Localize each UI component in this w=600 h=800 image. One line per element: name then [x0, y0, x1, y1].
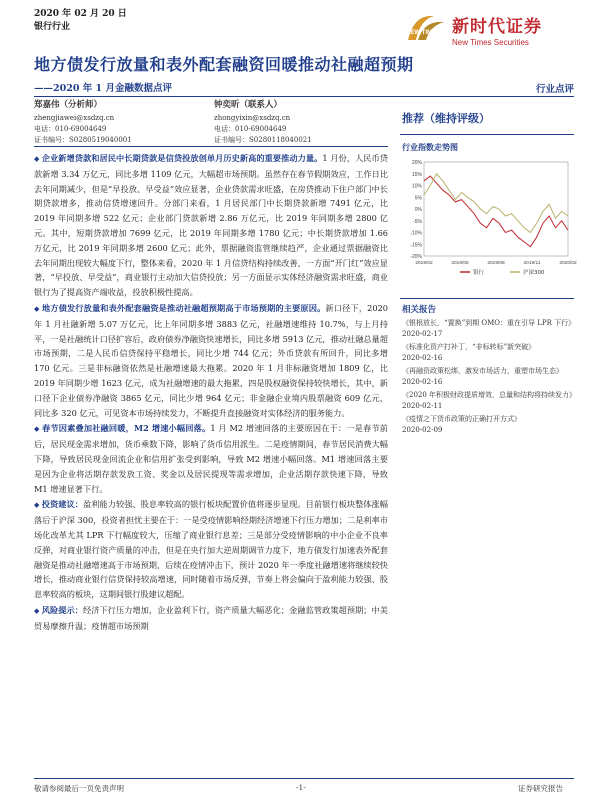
author-license: 证书编号：S0280118040021 — [214, 136, 312, 144]
paragraph-text: 1 月 M2 增速回落的主要原因在于：一是春节前后，居民现金需求增加，货币乘数下降，影响了货币信用派生。二是疫情期间，春节居民消费大幅下降，导致居民现金回流企业和信用扩张受到影响，导致 M2 增速小幅回落。M1 增速回落主要是因为企业将活期存款发放工资、奖金以及居民提现等需求增加，企业活期存款快速下降，导致 M1 增速显著下行。 — [34, 423, 388, 494]
related-item[interactable] — [402, 414, 574, 436]
report-date: 2020 年 02 月 20 日 — [34, 9, 127, 19]
company-logo-icon — [404, 10, 448, 46]
related-item-date: 2020-02-16 — [402, 354, 443, 362]
footer-report-label: 证券研究报告 — [518, 784, 563, 793]
paragraph-heading: 风险提示： — [41, 604, 83, 615]
paragraph-heading: 地方债发行放量和表外配套融资是推动社融超预期高于市场预期的主要原因。 — [41, 302, 326, 313]
paragraph-m2 — [34, 421, 388, 496]
body-divider — [34, 146, 388, 147]
paragraph-heading: 投资建议： — [41, 499, 83, 510]
paragraph-heading: 企业新增贷款和居民中长期贷款是信贷投放创单月历史新高的重要推动力量。 — [41, 153, 323, 163]
paragraph-text: 经济下行压力增加，企业盈利下行，资产质量大幅恶化；金融监管政策超预期；中美贸易摩擦升温；疫情超市场预期 — [34, 604, 388, 631]
related-item-title[interactable]: 《疫情之下货币政策的正确打开方式》 — [402, 415, 521, 423]
bullet-icon: ◆ — [34, 304, 42, 313]
paragraph-risk — [34, 603, 388, 634]
y-tick-label: 15% — [411, 171, 422, 178]
related-item[interactable] — [402, 342, 574, 364]
related-item-date: 2020-02-09 — [402, 426, 443, 434]
related-divider — [400, 298, 574, 299]
author-phone: 电话：010-69004649 — [214, 125, 287, 133]
header-meta — [34, 8, 127, 34]
author-name: 郑嘉伟（分析师） — [34, 100, 103, 110]
x-tick-label: 2019/05 — [451, 261, 469, 266]
paragraph-text: 盈利能力较强、股息率较高的银行板块配置价值将逐步显现。目前银行板块整体涨幅落后于沪深 300，投资者担忧主要在于：一是受疫情影响经期经济增速下行压力增加；二是利率市场化改革尤其 LPR 下行幅度较大，压缩了商业银行息差；三是部分受疫情影响的中小企业不良率反弹，对商业银行资产质量的冲击，但是在央行加大逆周期调节力度下，地方债发行加速表外配套融资是推动社融增速高于市场预期，后续在疫情冲击下，预计 2020 年一季度社融增速将继续较快增长，推动商业银行信贷保持较高增速，同时随着市场反弹，节奏上将会偏向于盈利能力较强、股息率较高的板块，这期间银行股建议超配。 — [34, 499, 388, 600]
y-tick-label: 0% — [414, 207, 422, 213]
legend-label: 银行 — [473, 270, 485, 276]
logo-name-cn: 新时代证券 — [452, 17, 542, 37]
report-subtitle: ——2020 年 1 月金融数据点评 — [34, 83, 172, 94]
related-reports — [402, 318, 577, 438]
related-item-date: 2020-02-16 — [402, 378, 443, 386]
report-type: 行业点评 — [535, 84, 574, 95]
y-tick-label: -20% — [410, 254, 422, 260]
author-email[interactable]: zhongyixin@xsdzq.cn — [214, 114, 291, 122]
bullet-icon: ◆ — [34, 606, 42, 615]
y-tick-label: -5% — [413, 218, 422, 225]
paragraph-text: 新口径下，2020 年 1 月社融新增 5.07 万亿元，比上年同期多增 3883 亿元，社融增速维持 10.7%，与上月持平，一是社融统计口径扩容后，政府债券净融资快速增长，同比多增 5913 亿元，推动社融总量超市场预期，二是人民币信贷保持平稳增长，同比少增 744 亿元；外币贷款有所回升，同比多增 170 亿元。三是非标融资依然是社融增速最大拖累。2020 年 1 月非标融资增加 1809 亿，比 2019 年同期少增 1623 亿元，成为社融增速的最大拖累，四是股权融资保持较快增长，其中，新口径下企业债券净融资 3865 亿元，同比少增 964 亿元；非金融企业境内股票融资 609 亿元，同比多 320 亿元，可见资本市场持续发力，不断提升直接融资对实体经济的服务能力。 — [34, 302, 389, 418]
y-tick-label: -10% — [410, 230, 422, 237]
company-logo — [452, 12, 542, 47]
logo-mark-text: NEW TIMES — [406, 30, 440, 36]
author-license: 证书编号：S0280519040001 — [34, 136, 132, 144]
paragraph-investment — [34, 497, 388, 602]
report-title: 地方债发行放量和表外配套融资回暖推动社融超预期 — [34, 55, 414, 74]
related-item-title[interactable]: 《标准化资产打补丁，“非标转标”新突破》 — [402, 343, 536, 351]
page-number: -1- — [296, 783, 306, 792]
related-title: 相关报告 — [402, 305, 437, 315]
rating-divider — [400, 134, 574, 135]
y-tick-label: 20% — [411, 160, 422, 166]
related-item-date: 2020-02-11 — [402, 402, 443, 410]
related-item-date: 2020-02-17 — [402, 330, 443, 338]
paragraph-text: 1 月份，人民币贷款新增 3.34 万亿元，同比多增 1109 亿元，大幅超市场预期。虽然存在春节假期效应，工作日比去年同期减少，但是“早投放、早受益”效应显著，企业贷款需求旺盛，在房贷推动下住户部门中长期贷款增多，推动信贷增速回升。分部门来看，1 月居民部门中长期贷款新增 7491 亿元，比 2019 年同期多增 522 亿元；企业部门贷款新增 2.86 万亿元，比 2019 年同期多增 2800 亿元。其中，短期贷款增加 7699 亿元，比 2019 年同期多增 1780 亿元；中长期贷款增加 1.66 万亿元，比 2019 年同期多增 2600 亿元；此外，票据融资监管继续趋严，企业通过票据融资比去年同期出现较大幅度下行，整体来看，2020 年 1 月信贷结构持续改善，一方面“开门红”效应显著，“早投放、早受益”，商业银行主动加大信贷投放；另一方面显示实体经济融资需求旺盛，商业银行为了提高资产端收益，投放积极性提高。 — [34, 153, 388, 298]
paragraph-credit — [34, 151, 388, 300]
author-phone: 电话：010-69004649 — [34, 125, 107, 133]
footer-divider — [34, 778, 574, 779]
series-line-bank — [424, 176, 568, 247]
chart-title: 行业指数走势图 — [402, 142, 458, 152]
index-chart — [400, 156, 577, 278]
x-tick-label: 2019/08 — [487, 261, 505, 266]
bullet-icon: ◆ — [34, 425, 42, 434]
related-item[interactable] — [402, 390, 577, 412]
series-line-csi300 — [424, 174, 568, 233]
related-item-title[interactable]: 《再融资政策松绑，激发市场活力，重塑市场生态》 — [402, 367, 563, 375]
y-tick-label: -15% — [410, 242, 422, 249]
related-item-title[interactable]: 《银根放长，“置换”到期 OMO：重在引导 LPR 下行》 — [402, 319, 576, 327]
rating: 推荐（维持评级） — [402, 112, 490, 125]
y-tick-label: 10% — [411, 183, 422, 190]
related-item[interactable] — [402, 318, 574, 340]
y-tick-label: 5% — [414, 195, 422, 202]
x-tick-label: 2020/02 — [559, 261, 577, 266]
chart-frame — [424, 162, 568, 256]
bullet-icon: ◆ — [34, 155, 42, 163]
title-divider — [34, 96, 574, 97]
related-item-title[interactable]: 《2020 年积极财政提质增效，总量和结构将持续发力》 — [402, 391, 577, 399]
x-tick-label: 2019/11 — [523, 261, 541, 266]
bullet-icon: ◆ — [34, 501, 42, 510]
author-1 — [34, 100, 194, 146]
x-tick-label: 2019/02 — [415, 261, 433, 266]
paragraph-social-financing — [34, 301, 388, 420]
legend-label: 沪深300 — [523, 270, 545, 276]
related-item[interactable] — [402, 366, 574, 388]
industry-label: 银行行业 — [34, 22, 71, 32]
author-2 — [214, 100, 374, 146]
author-name: 钟奕昕（联系人） — [214, 100, 283, 110]
paragraph-heading: 春节因素叠加社融回暖，M2 增速小幅回落。 — [41, 423, 211, 434]
logo-name-en: New Times Securities — [452, 38, 529, 47]
report-body — [34, 151, 388, 635]
author-email[interactable]: zhengjiawei@xsdzq.cn — [34, 114, 115, 122]
footer-disclaimer[interactable]: 敬请参阅最后一页免责声明 — [34, 784, 124, 793]
